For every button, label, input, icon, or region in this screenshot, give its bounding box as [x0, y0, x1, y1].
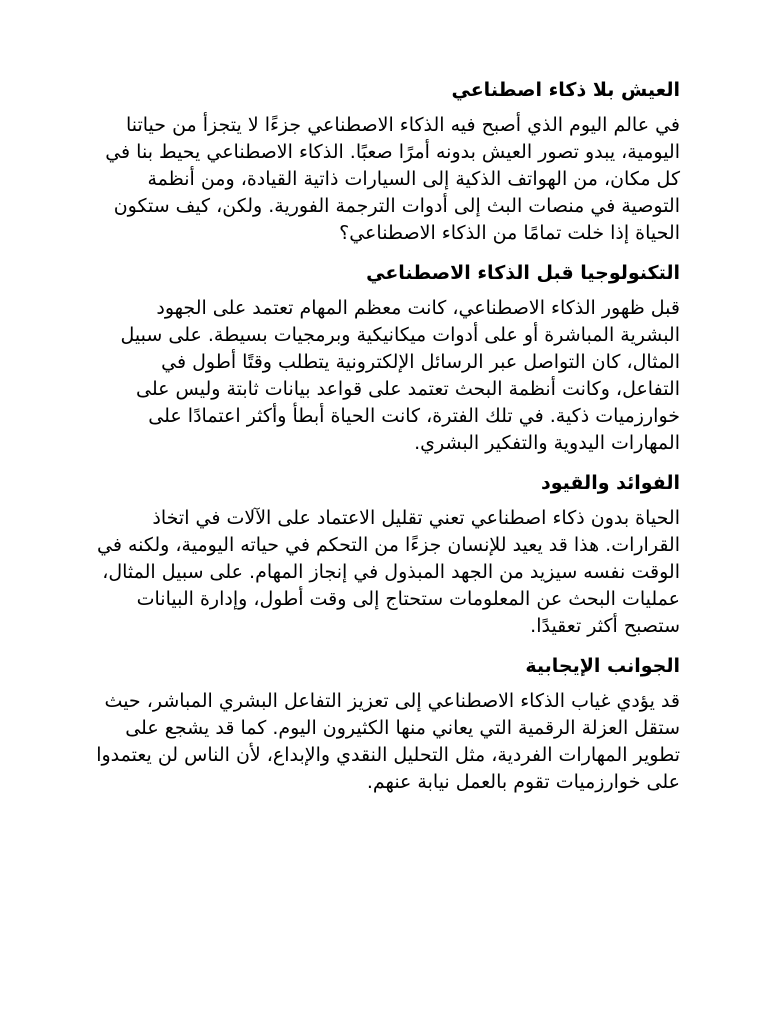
- section-paragraph: قبل ظهور الذكاء الاصطناعي، كانت معظم المهام تعتمد على الجهود البشرية المباشرة أو على أدوات ميكانيكية وبرمجيات بسيطة. على سبيل المثال، كان التواصل عبر الرسائل الإلكترونية يتطلب وقتًا أطول في التفاعل، وكانت أنظمة البحث تعتمد على قواعد بيانات ثابتة وليس على خوارزميات ذكية. في تلك الفترة، كانت الحياة أبطأ وأكثر اعتمادًا على المهارات اليدوية والتفكير البشري.: [120, 297, 680, 454]
- section-technology-before-ai: [94, 259, 680, 457]
- section-benefits-and-limits: [94, 469, 680, 640]
- section-paragraph: قد يؤدي غياب الذكاء الاصطناعي إلى تعزيز التفاعل البشري المباشر، حيث ستقل العزلة الرقمية التي يعاني منها الكثيرون اليوم. كما قد يشجع على تطوير المهارات الفردية، مثل التحليل النقدي والإبداع، لأن الناس لن يعتمدوا على خوارزميات تقوم بالعمل نيابة عنهم.: [96, 690, 680, 793]
- section-heading: التكنولوجيا قبل الذكاء الاصطناعي: [366, 262, 680, 284]
- section-paragraph: في عالم اليوم الذي أصبح فيه الذكاء الاصطناعي جزءًا لا يتجزأ من حياتنا اليومية، يبدو تصور العيش بدونه أمرًا صعبًا. الذكاء الاصطناعي يحيط بنا في كل مكان، من الهواتف الذكية إلى السيارات ذاتية القيادة، ومن أنظمة التوصية في منصات البث إلى أدوات الترجمة الفورية. ولكن، كيف ستكون الحياة إذا خلت تمامًا من الذكاء الاصطناعي؟: [105, 114, 680, 244]
- section-positive-aspects: [94, 652, 680, 796]
- section-heading: الجوانب الإيجابية: [525, 655, 680, 677]
- document-page: [94, 76, 680, 808]
- section-heading: العيش بلا ذكاء اصطناعي: [451, 79, 680, 101]
- section-heading: الفوائد والقيود: [540, 472, 680, 494]
- section-living-without-ai: [94, 76, 680, 247]
- section-paragraph: الحياة بدون ذكاء اصطناعي تعني تقليل الاعتماد على الآلات في اتخاذ القرارات. هذا قد يعيد للإنسان جزءًا من التحكم في حياته اليومية، ولكنه في الوقت نفسه سيزيد من الجهد المبذول في إنجاز المهام. على سبيل المثال، عمليات البحث عن المعلومات ستحتاج إلى وقت أطول، وإدارة البيانات ستصبح أكثر تعقيدًا.: [97, 507, 680, 637]
